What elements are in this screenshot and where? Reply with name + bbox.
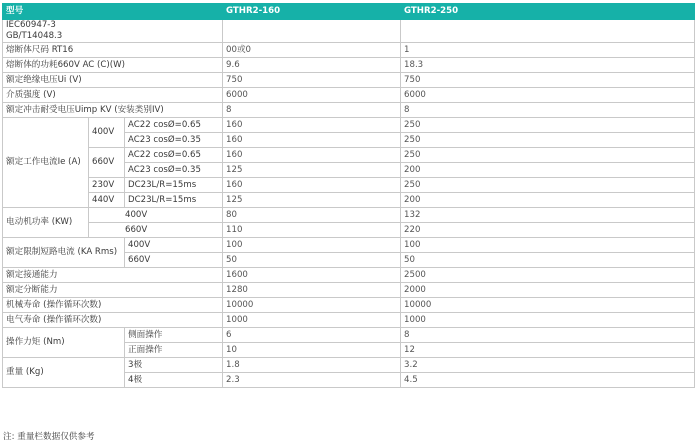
table-row-motor-1 [3, 208, 695, 223]
current-cat-4: AC23 cosØ=0.35 [125, 163, 223, 178]
table-row-dielectric [3, 88, 695, 103]
current-4-b: 200 [401, 163, 695, 178]
motor-voltage-2-text: 660V [125, 224, 148, 235]
header-gthr2-160: GTHR2-160 [223, 4, 401, 20]
table-header-row [3, 4, 695, 20]
current-voltage-400: 400V [89, 118, 125, 148]
current-4-a: 125 [223, 163, 401, 178]
table-row-current-1 [3, 118, 695, 133]
current-cat-3: AC22 cosØ=0.65 [125, 148, 223, 163]
weight-2-b: 4.5 [401, 373, 695, 388]
table-row-short-circuit-1 [3, 238, 695, 253]
current-cat-6: DC23L/R=15ms [125, 193, 223, 208]
table-row-current-5 [3, 178, 695, 193]
weight-2-a: 2.3 [223, 373, 401, 388]
elec-life-b: 1000 [401, 313, 695, 328]
current-voltage-230: 230V [89, 178, 125, 193]
standard-b [401, 20, 695, 43]
insulation-a: 750 [223, 73, 401, 88]
mech-life-b: 10000 [401, 298, 695, 313]
torque-label: 操作力矩 (Nm) [3, 328, 125, 358]
fuse-power-a: 9.6 [223, 58, 401, 73]
current-voltage-660: 660V [89, 148, 125, 178]
standard-iec: IEC60947-3 [6, 20, 56, 30]
current-2-a: 160 [223, 133, 401, 148]
motor-voltage-1-text: 400V [125, 209, 148, 220]
current-1-a: 160 [223, 118, 401, 133]
motor-voltage-1 [89, 208, 223, 223]
torque-2-b: 12 [401, 343, 695, 358]
fuse-power-label: 熔断体的功耗660V AC (C)(W) [3, 58, 223, 73]
current-3-a: 160 [223, 148, 401, 163]
table-row-current-3 [3, 148, 695, 163]
short-circuit-1-a: 100 [223, 238, 401, 253]
current-3-b: 250 [401, 148, 695, 163]
making-label: 额定接通能力 [3, 268, 223, 283]
impulse-a: 8 [223, 103, 401, 118]
weight-1-a: 1.8 [223, 358, 401, 373]
table-row-mech-life [3, 298, 695, 313]
dielectric-label: 介质强度 (V) [3, 88, 223, 103]
current-voltage-440: 440V [89, 193, 125, 208]
breaking-b: 2000 [401, 283, 695, 298]
torque-mode-2: 正面操作 [125, 343, 223, 358]
fuse-size-label: 熔断体尺码 RT16 [3, 43, 223, 58]
table-row-motor-2 [3, 223, 695, 238]
current-cat-5: DC23L/R=15ms [125, 178, 223, 193]
table-row-fuse-power [3, 58, 695, 73]
current-6-a: 125 [223, 193, 401, 208]
table-row-insulation [3, 73, 695, 88]
torque-1-b: 8 [401, 328, 695, 343]
header-gthr2-250: GTHR2-250 [401, 4, 695, 20]
table-row-elec-life [3, 313, 695, 328]
table-row-breaking [3, 283, 695, 298]
current-cat-2: AC23 cosØ=0.35 [125, 133, 223, 148]
short-circuit-voltage-1: 400V [125, 238, 223, 253]
current-label: 额定工作电流Ie (A) [3, 118, 89, 208]
breaking-a: 1280 [223, 283, 401, 298]
standard-gb: GB/T14048.3 [6, 31, 63, 41]
elec-life-label: 电气寿命 (操作循环次数) [3, 313, 223, 328]
spec-table [2, 3, 695, 388]
current-5-b: 250 [401, 178, 695, 193]
elec-life-a: 1000 [223, 313, 401, 328]
motor-1-b: 132 [401, 208, 695, 223]
breaking-label: 额定分断能力 [3, 283, 223, 298]
current-6-b: 200 [401, 193, 695, 208]
mech-life-a: 10000 [223, 298, 401, 313]
current-2-b: 250 [401, 133, 695, 148]
motor-voltage-2 [89, 223, 223, 238]
standard-cell [3, 20, 223, 43]
fuse-size-a: 00或0 [223, 43, 401, 58]
short-circuit-voltage-2: 660V [125, 253, 223, 268]
insulation-label: 额定绝缘电压Ui (V) [3, 73, 223, 88]
current-cat-1: AC22 cosØ=0.65 [125, 118, 223, 133]
weight-poles-2: 4极 [125, 373, 223, 388]
dielectric-a: 6000 [223, 88, 401, 103]
impulse-b: 8 [401, 103, 695, 118]
short-circuit-1-b: 100 [401, 238, 695, 253]
short-circuit-2-a: 50 [223, 253, 401, 268]
short-circuit-label: 额定限制短路电流 (KA Rms) [3, 238, 125, 268]
weight-1-b: 3.2 [401, 358, 695, 373]
header-model: 型号 [3, 4, 223, 20]
weight-label: 重量 (Kg) [3, 358, 125, 388]
torque-mode-1: 侧面操作 [125, 328, 223, 343]
torque-1-a: 6 [223, 328, 401, 343]
making-b: 2500 [401, 268, 695, 283]
table-row-fuse-size [3, 43, 695, 58]
table-row-making [3, 268, 695, 283]
impulse-label: 额定冲击耐受电压Uimp KV (安装类别IV) [3, 103, 223, 118]
table-row-torque-1 [3, 328, 695, 343]
fuse-size-b: 1 [401, 43, 695, 58]
dielectric-b: 6000 [401, 88, 695, 103]
fuse-power-b: 18.3 [401, 58, 695, 73]
short-circuit-2-b: 50 [401, 253, 695, 268]
mech-life-label: 机械寿命 (操作循环次数) [3, 298, 223, 313]
current-5-a: 160 [223, 178, 401, 193]
footnote: 注: 重量栏数据仅供参考 [3, 432, 95, 442]
table-row-standard [3, 20, 695, 43]
motor-2-a: 110 [223, 223, 401, 238]
standard-a [223, 20, 401, 43]
table-row-weight-1 [3, 358, 695, 373]
weight-poles-1: 3极 [125, 358, 223, 373]
motor-1-a: 80 [223, 208, 401, 223]
insulation-b: 750 [401, 73, 695, 88]
table-row-current-6 [3, 193, 695, 208]
current-1-b: 250 [401, 118, 695, 133]
motor-2-b: 220 [401, 223, 695, 238]
motor-label: 电动机功率 (KW) [3, 208, 89, 238]
making-a: 1600 [223, 268, 401, 283]
table-row-impulse [3, 103, 695, 118]
torque-2-a: 10 [223, 343, 401, 358]
